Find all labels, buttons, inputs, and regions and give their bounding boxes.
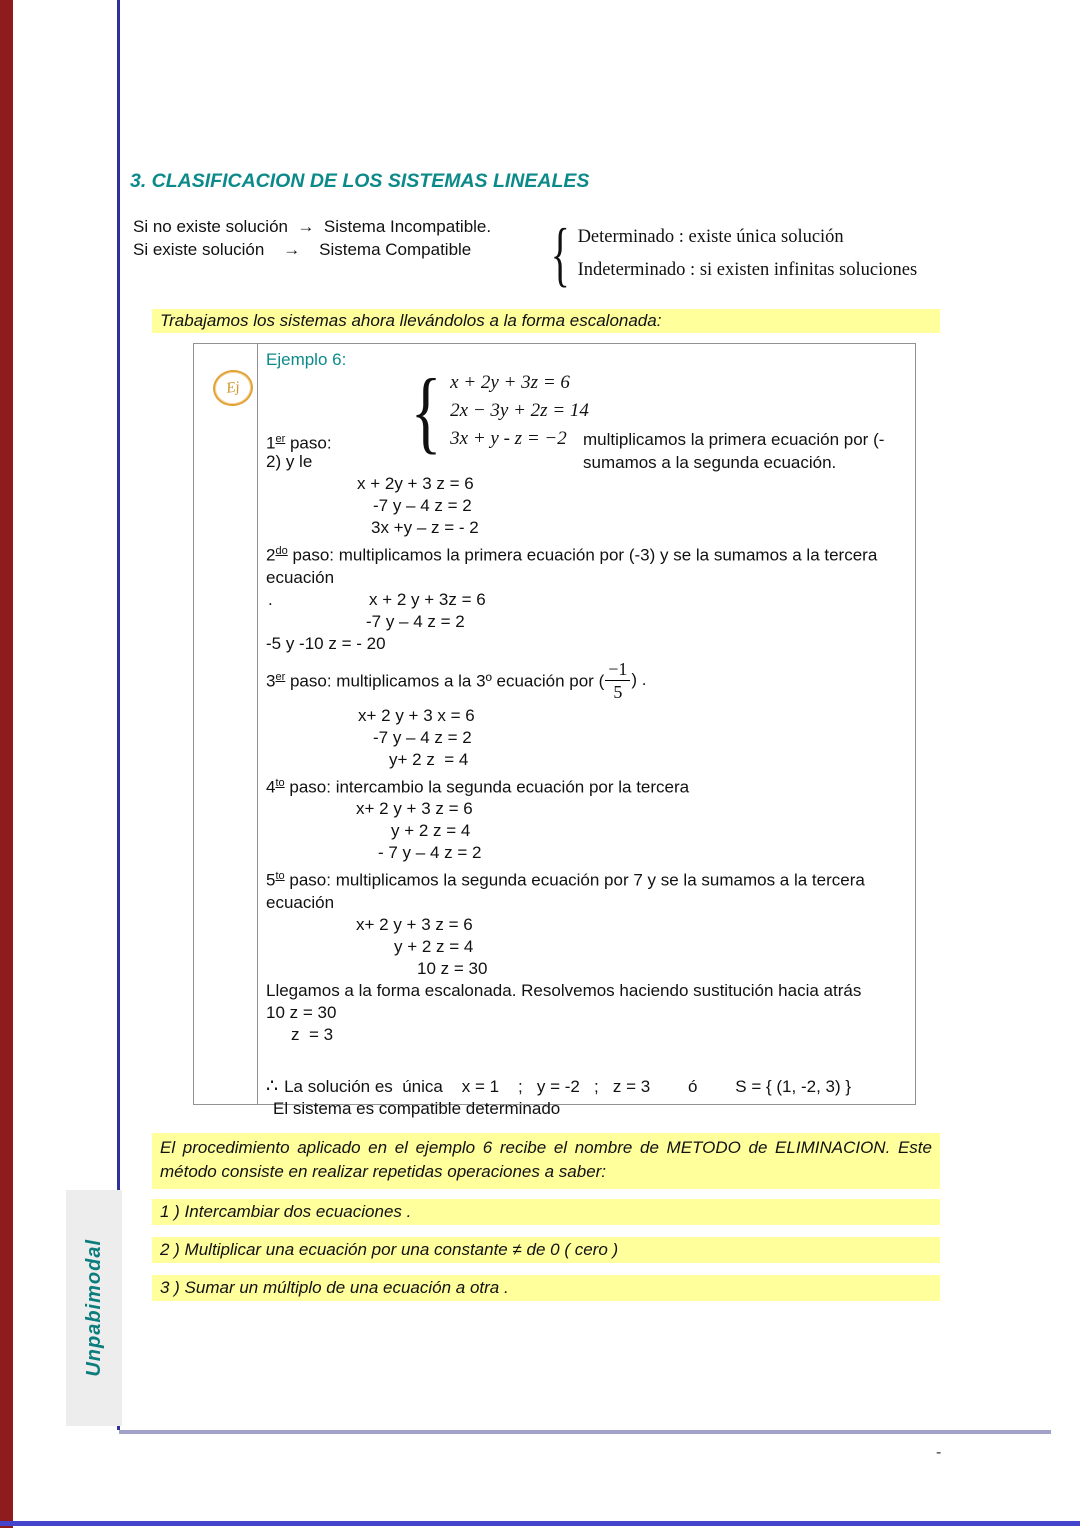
equation-line: -7 y – 4 z = 2 xyxy=(373,727,472,747)
step4-label: $4^{to}$ paso: intercambio la segunda ecuación por la tercera xyxy=(266,776,690,797)
method-line-2: Este método consiste en realizar repetidas operaciones a saber: xyxy=(160,1138,932,1181)
step3-label: 3er paso: multiplicamos a la 3º ecuación por ( $\frac{-1}{5}$ ) . xyxy=(266,658,647,702)
fraction-denominator: 5 xyxy=(613,681,623,702)
conclusion-line: El sistema es compatible determinado xyxy=(273,1098,561,1118)
sidebar-brand: Unpabimodal xyxy=(82,1239,105,1377)
system-line: 2x − 3y + 2z = 14 xyxy=(450,400,589,421)
sidebar-tab xyxy=(66,1190,122,1426)
system-line: 3x + y - z = −2 xyxy=(450,428,567,449)
equation-line: -7 y – 4 z = 2 xyxy=(373,496,472,515)
classification-intro xyxy=(133,214,963,294)
case-determinado: Determinado : existe única solución xyxy=(577,227,844,247)
step1-label2: 2) y le xyxy=(266,452,313,471)
equation-line: -5 y -10 z = - 20 xyxy=(266,633,386,653)
case-indeterminado: Indeterminado : si existen infinitas soluciones xyxy=(577,260,918,280)
step1-note-line: sumamos a la segunda ecuación. xyxy=(583,453,837,472)
equation-line: -7 y – 4 z = 2 xyxy=(366,611,465,631)
example-label: Ejemplo 6: xyxy=(266,350,347,369)
stray-dot: . xyxy=(268,589,273,609)
step2-superscript: do xyxy=(275,545,288,557)
closing-equation: 10 z = 30 xyxy=(266,1002,337,1022)
step1-note xyxy=(583,428,918,474)
example-icon: Ej xyxy=(211,367,256,408)
fraction-minus-one-fifth xyxy=(605,659,630,701)
solution-line xyxy=(266,1076,896,1098)
therefore-icon: ∴ xyxy=(266,1075,279,1097)
equation-line: x+ 2 y + 3 z = 6 xyxy=(356,799,473,819)
intro-line-incompatible: Si no existe solución → Sistema Incompatible. xyxy=(133,217,492,236)
closing-line: Llegamos a la forma escalonada. Resolvemos haciendo sustitución hacia atrás xyxy=(266,980,862,1000)
step1-note-line: multiplicamos la primera ecuación por (- xyxy=(583,430,885,449)
page-title: 3. CLASIFICACION DE LOS SISTEMAS LINEALES xyxy=(130,170,590,192)
fraction-numerator: −1 xyxy=(605,659,630,681)
equation-line: y + 2 z = 4 xyxy=(394,936,474,956)
equation-line: y + 2 z = 4 xyxy=(391,821,471,841)
brace-icon: { xyxy=(550,214,570,294)
bottom-blue-edge-bar xyxy=(0,1521,1080,1526)
step2-label: $2^{do}$ paso: multiplicamos la primera ecuación por (-3) y se la sumamos a la tercera ecuación xyxy=(266,545,878,587)
left-red-edge-bar xyxy=(0,0,13,1528)
equation-line: x + 2 y + 3z = 6 xyxy=(369,589,486,609)
equation-block-4 xyxy=(266,798,896,864)
step4-superscript: to xyxy=(275,776,285,789)
equation-block-1 xyxy=(266,473,896,539)
equation-line: x+ 2 y + 3 z = 6 xyxy=(356,914,473,934)
solution-text: La solución es única x = 1 ; y = -2 ; z = 3 ó S = { (1, -2, 3) } xyxy=(284,1076,852,1096)
equation-line: y+ 2 z = 4 xyxy=(389,749,469,769)
equation-line: x + 2y + 3 z = 6 xyxy=(357,474,474,493)
example-content xyxy=(266,349,896,1120)
system-brace-icon: { xyxy=(410,360,442,462)
cases-group xyxy=(543,214,918,294)
method-paragraph xyxy=(152,1133,940,1189)
step5-superscript: to xyxy=(275,870,285,883)
step5-label: $5^{to}$ paso: multiplicamos la segunda ecuación por 7 y se la sumamos a la tercera ecuación xyxy=(266,870,865,912)
system-line: x + 2y + 3z = 6 xyxy=(450,372,570,393)
method-item-2: 2 ) Multiplicar una ecuación por una constante ≠ de 0 ( cero ) xyxy=(152,1237,940,1263)
equation-block-3 xyxy=(266,705,896,771)
equation-block-5 xyxy=(266,914,896,980)
step1-cluster xyxy=(266,360,896,473)
highlight-note-escalonada: Trabajamos los sistemas ahora llevándolos a la forma escalonada: xyxy=(152,309,940,333)
equation-system xyxy=(404,360,589,462)
step3-superscript: er xyxy=(275,671,286,684)
equation-line: - 7 y – 4 z = 2 xyxy=(378,843,482,863)
equation-line: 10 z = 30 xyxy=(417,958,488,978)
intro-line-compatible: Si existe solución → Sistema Compatible xyxy=(133,240,472,259)
equation-line: x+ 2 y + 3 x = 6 xyxy=(358,705,475,725)
footer-rule xyxy=(119,1430,1051,1434)
method-item-3: 3 ) Sumar un múltiplo de una ecuación a otra . xyxy=(152,1275,940,1301)
footer-dash: - xyxy=(936,1444,942,1461)
equation-line: 3x +y – z = - 2 xyxy=(371,518,479,537)
method-line-1: El procedimiento aplicado en el ejemplo 6 recibe el nombre de METODO de ELIMINACION. xyxy=(160,1138,891,1157)
example-box xyxy=(193,343,916,1118)
method-item-1: 1 ) Intercambiar dos ecuaciones . xyxy=(152,1199,940,1225)
closing-equation: z = 3 xyxy=(291,1024,334,1044)
equation-block-2 xyxy=(266,589,896,655)
step1-superscript: er xyxy=(275,433,286,445)
cases-lines xyxy=(578,221,918,287)
example-gutter xyxy=(194,344,258,1104)
step1-label: 1er paso: xyxy=(266,433,332,453)
